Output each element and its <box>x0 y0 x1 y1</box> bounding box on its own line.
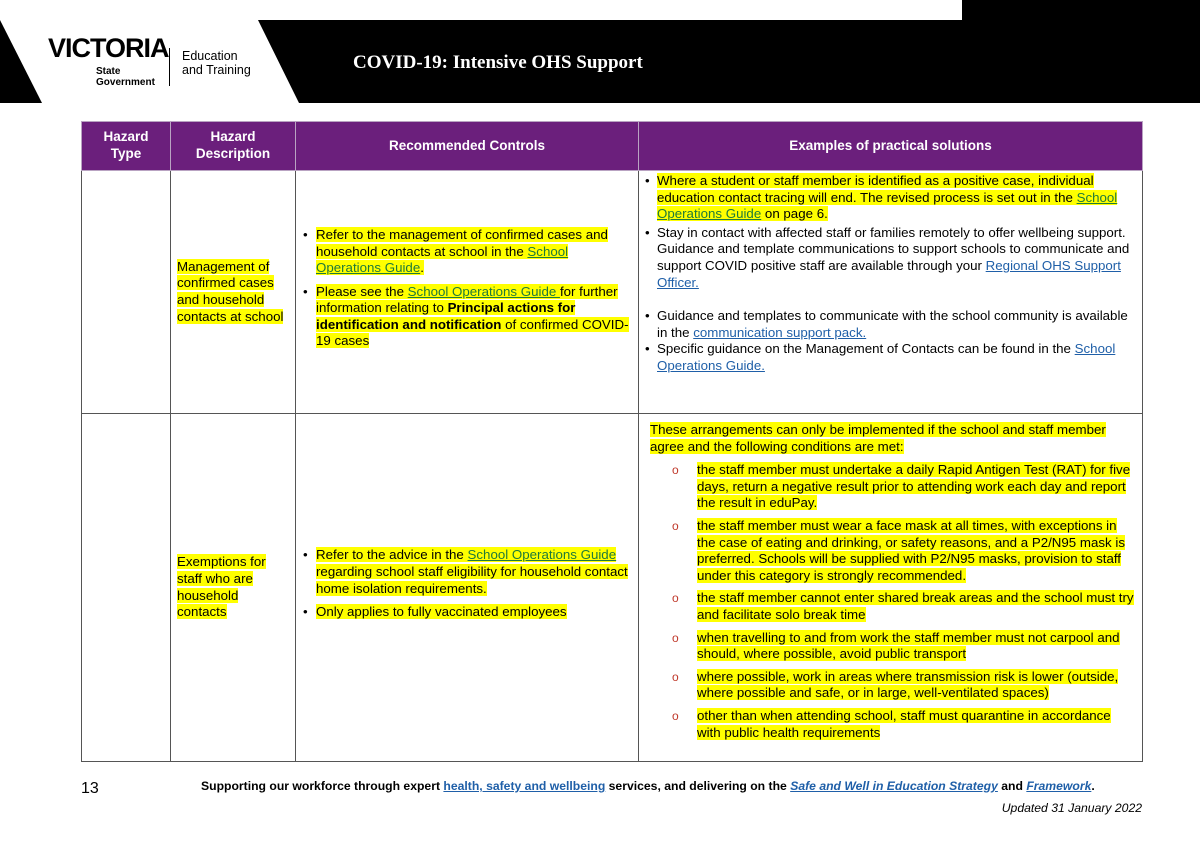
condition-item: o the staff member must wear a face mask at all times, with exceptions in the case of eating and drinking, or safety reasons, and a P2/N95 mask is preferred. Schools will be supplied with P2/N95 masks, provision to staff under this category is strongly recommended. <box>697 518 1136 584</box>
header-banner <box>0 0 1200 103</box>
school-operations-guide-link[interactable]: School Operations Guide <box>316 243 569 276</box>
school-operations-guide-link[interactable]: School Operations Guide <box>467 547 617 563</box>
school-operations-guide-link[interactable]: School Operations Guide <box>407 283 560 299</box>
controls-cell <box>296 414 639 762</box>
header-practical-solutions: Examples of practical solutions <box>639 122 1143 171</box>
condition-item: o other than when attending school, staff must quarantine in accordance with public health requirements <box>697 708 1136 741</box>
school-operations-guide-link[interactable]: School Operations Guide. <box>657 341 1116 373</box>
victoria-logo: VICTORIA <box>48 33 169 63</box>
solution-item: • Stay in contact with affected staff or families remotely to offer wellbeing support. Guidance and template communications to support schools to communicate and support COVID positive staff are available through your Regional OHS Support Officer. <box>657 225 1136 291</box>
logo-edu-line2: and Training <box>182 63 251 77</box>
hazard-table <box>81 121 1143 762</box>
conditions-intro: These arrangements can only be implemented if the school and staff member agree and the following conditions are met: <box>650 422 1106 454</box>
header-recommended-controls: Recommended Controls <box>296 122 639 171</box>
solution-item: • Guidance and templates to communicate with the school community is available in the communication support pack. <box>657 308 1136 341</box>
state-government-logo-text <box>96 66 155 88</box>
framework-link[interactable]: Framework <box>1026 779 1092 793</box>
hazard-description-cell: Management of confirmed cases and household contacts at school <box>171 171 296 414</box>
school-operations-guide-link[interactable]: School Operations Guide <box>657 189 1118 222</box>
table-header-row <box>82 122 1143 171</box>
solutions-cell <box>639 171 1143 414</box>
control-item: • Only applies to fully vaccinated employees <box>316 604 632 621</box>
updated-date: Updated 31 January 2022 <box>1001 801 1142 815</box>
logo-divider <box>169 48 170 86</box>
hazard-type-cell <box>82 414 171 762</box>
condition-item: o the staff member must undertake a daily Rapid Antigen Test (RAT) for five days, return a negative result prior to attending work each day and report the result in eduPay. <box>697 462 1136 512</box>
header-hazard-description: Hazard Description <box>171 122 296 171</box>
control-item: • Please see the School Operations Guide for further information relating to Principal actions for identification and notification of confirmed COVID-19 cases <box>316 284 632 350</box>
education-training-logo-text <box>182 49 251 77</box>
safe-and-well-strategy-link[interactable]: Safe and Well in Education Strategy <box>790 779 998 793</box>
header-hazard-type: Hazard Type <box>82 122 171 171</box>
condition-item: o the staff member cannot enter shared break areas and the school must try and facilitate solo break time <box>697 590 1136 623</box>
regional-ohs-support-officer-link[interactable]: Regional OHS Support Officer. <box>657 257 1121 290</box>
solution-item: • Where a student or staff member is identified as a positive case, individual education contact tracing will end. The revised process is set out in the School Operations Guide on page 6. <box>657 173 1136 223</box>
condition-item: o where possible, work in areas where transmission risk is lower (outside, where possible and safe, or in large, well-ventilated spaces) <box>697 669 1136 702</box>
logo-edu-line1: Education <box>182 49 238 63</box>
communication-support-pack-link[interactable]: communication support pack. <box>693 324 867 340</box>
condition-item: o when travelling to and from work the staff member must not carpool and should, where possible, avoid public transport <box>697 630 1136 663</box>
document-title: COVID-19: Intensive OHS Support <box>353 52 643 73</box>
footer-text: Supporting our workforce through expert health, safety and wellbeing services, and delivering on the Safe and Well in Education Strategy and Framework. <box>201 779 1095 793</box>
page-number: 13 <box>81 780 99 797</box>
table-row <box>82 171 1143 414</box>
health-safety-wellbeing-link[interactable]: health, safety and wellbeing <box>443 779 606 793</box>
controls-cell <box>296 171 639 414</box>
hazard-description-cell: Exemptions for staff who are household contacts <box>171 414 296 762</box>
table-row <box>82 414 1143 762</box>
logo-state-line2: Government <box>96 77 155 88</box>
hazard-type-cell <box>82 171 171 414</box>
solution-item: • Specific guidance on the Management of Contacts can be found in the School Operations Guide. <box>657 341 1136 374</box>
logo-state-line1: State <box>96 66 121 77</box>
solutions-cell <box>639 414 1143 762</box>
control-item: • Refer to the management of confirmed cases and household contacts at school in the School Operations Guide. <box>316 227 632 277</box>
control-item: • Refer to the advice in the School Operations Guide regarding school staff eligibility for household contact home isolation requirements. <box>316 547 632 597</box>
